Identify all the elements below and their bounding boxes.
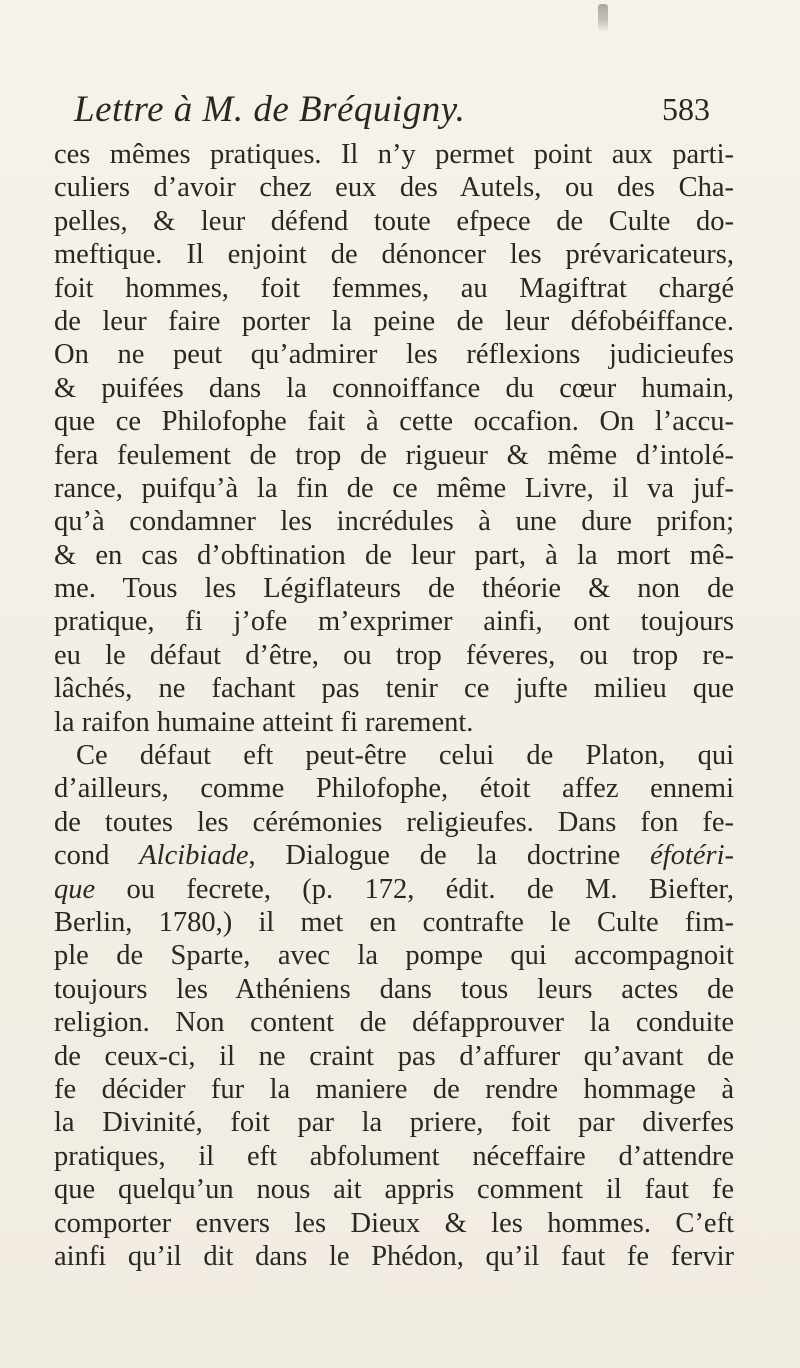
text-segment: lâchés, ne fachant pas tenir ce jufte milieu que: [54, 673, 734, 705]
text-segment: la Divinité, foit par la priere, foit par diverfes: [54, 1107, 734, 1139]
text-line: [54, 138, 734, 171]
text-line: [54, 272, 734, 305]
text-segment: me. Tous les Légiflateurs de théorie & non de: [54, 573, 734, 605]
text-segment: ces mêmes pratiques. Il n’y permet point aux parti-: [54, 139, 734, 170]
text-line: [54, 1207, 734, 1240]
text-line: [54, 171, 734, 204]
text-segment: de ceux-ci, il ne craint pas d’affurer qu’avant de: [54, 1040, 734, 1072]
text-line: [54, 1040, 734, 1073]
text-line: [54, 539, 734, 572]
body-text: [54, 138, 734, 1273]
text-line: [54, 739, 734, 772]
text-line: [54, 1106, 734, 1139]
text-segment: On ne peut qu’admirer les réflexions judicieufes: [54, 339, 734, 371]
text-line: [54, 839, 734, 872]
text-segment: foit hommes, foit femmes, au Magiftrat chargé: [54, 272, 734, 304]
text-segment: pratiques, il eft abfolument néceffaire d’attendre: [54, 1140, 734, 1172]
text-line: [54, 439, 734, 472]
text-segment: ple de Sparte, avec la pompe qui accompagnoit: [54, 940, 734, 972]
text-segment: religion. Non content de défapprouver la conduite: [54, 1007, 734, 1039]
text-segment: culiers d’avoir chez eux des Autels, ou des Cha-: [54, 172, 734, 204]
text-segment: de leur faire porter la peine de leur défobéiffance.: [54, 305, 734, 337]
text-line: [54, 706, 734, 739]
text-segment: & en cas d’obftination de leur part, à la mort mê-: [54, 539, 734, 571]
italic-text: éfotéri-: [650, 840, 735, 872]
text-line: [54, 672, 734, 705]
text-segment: rance, puifqu’à la fin de ce même Livre, il va juf-: [54, 472, 734, 504]
text-segment: ainfi qu’il dit dans le Phédon, qu’il faut fe fervir: [54, 1240, 734, 1272]
text-segment: pratique, fi j’ofe m’exprimer ainfi, ont toujours: [54, 606, 734, 638]
text-segment: Ce défaut eft peut-être celui de Platon, qui: [76, 740, 734, 772]
text-line: [54, 973, 734, 1006]
text-line: [54, 205, 734, 238]
text-line: [54, 939, 734, 972]
text-line: [54, 305, 734, 338]
text-line: [54, 572, 734, 605]
text-line: [54, 873, 734, 906]
text-segment: la raifon humaine atteint fi rarement.: [54, 706, 474, 738]
text-line: [54, 1073, 734, 1106]
text-segment: , Dialogue de la doctrine: [248, 840, 651, 872]
text-line: [54, 1240, 734, 1273]
page-edge-mark: [598, 4, 608, 32]
text-segment: & puifées dans la connoiffance du cœur humain,: [54, 372, 734, 404]
text-segment: de toutes les cérémonies religieufes. Dans fon fe-: [54, 806, 734, 838]
text-line: [54, 605, 734, 638]
text-line: [54, 1006, 734, 1039]
text-line: [54, 639, 734, 672]
italic-text: que: [54, 873, 96, 905]
italic-text: Alcibiade: [139, 840, 249, 872]
text-segment: toujours les Athéniens dans tous leurs actes de: [54, 973, 734, 1005]
text-segment: meftique. Il enjoint de dénoncer les prévaricateurs,: [54, 239, 734, 271]
text-line: [54, 1140, 734, 1173]
text-segment: que ce Philofophe fait à cette occafion. On l’accu-: [54, 406, 734, 438]
text-line: [54, 405, 734, 438]
text-segment: ou fecrete, (p. 172, édit. de M. Biefter,: [95, 873, 734, 905]
text-segment: qu’à condamner les incrédules à une dure prifon;: [54, 506, 734, 538]
text-segment: fera feulement de trop de rigueur & même d’intolé-: [54, 439, 734, 471]
page-header: [74, 88, 724, 138]
text-line: [54, 338, 734, 371]
text-segment: d’ailleurs, comme Philofophe, étoit affez ennemi: [54, 773, 734, 805]
page-number: 583: [662, 91, 710, 127]
text-segment: cond: [54, 840, 140, 872]
text-segment: comporter envers les Dieux & les hommes. C’eft: [54, 1207, 734, 1239]
text-line: [54, 372, 734, 405]
text-segment: que quelqu’un nous ait appris comment il faut fe: [54, 1174, 734, 1206]
text-line: [54, 906, 734, 939]
text-line: [54, 772, 734, 805]
text-line: [54, 238, 734, 271]
text-line: [54, 806, 734, 839]
running-head: Lettre à M. de Bréquigny.: [74, 89, 466, 130]
text-line: [54, 472, 734, 505]
text-line: [54, 505, 734, 538]
text-segment: fe décider fur la maniere de rendre hommage à: [54, 1073, 734, 1105]
text-segment: eu le défaut d’être, ou trop féveres, ou trop re-: [54, 639, 734, 671]
text-segment: pelles, & leur défend toute efpece de Culte do-: [54, 205, 734, 237]
text-line: [54, 1173, 734, 1206]
text-segment: Berlin, 1780,) il met en contrafte le Culte fim-: [54, 906, 734, 938]
